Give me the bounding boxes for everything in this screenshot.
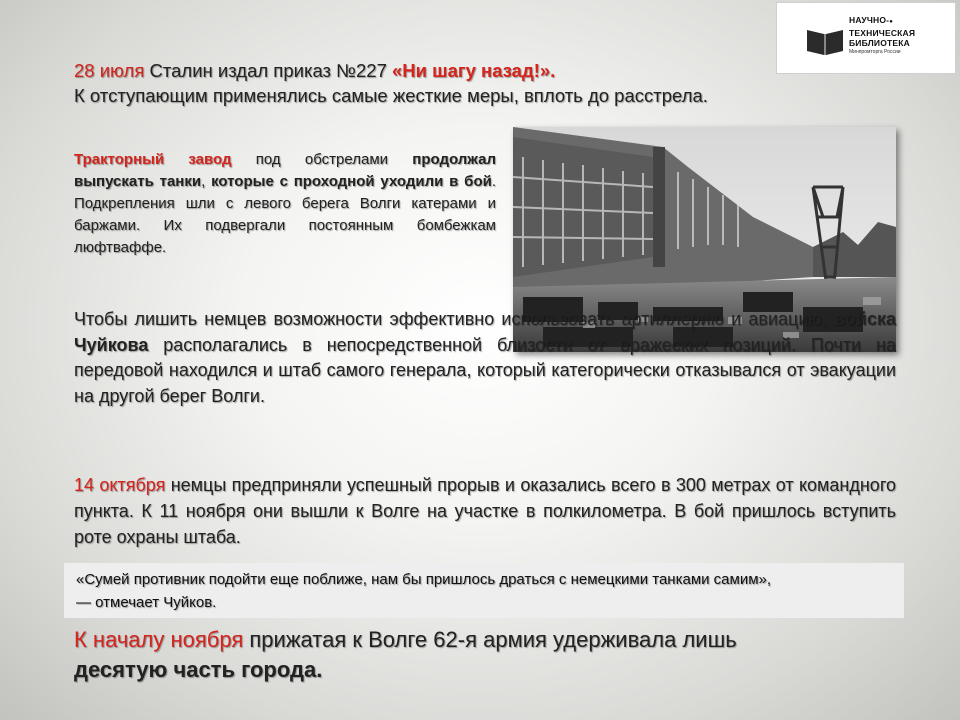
logo-line1: НАУЧНО-	[849, 15, 890, 25]
tanks-highlight: продолжал выпускать танки	[74, 151, 496, 190]
para1-text-b: . Подкрепления шли с левого берега Волги катерами и баржами. Их подвергали постоянным бомбежкам люфтваффе.	[74, 173, 496, 256]
final-statement	[74, 625, 904, 685]
november-highlight: К началу ноября	[74, 627, 244, 652]
logo-line3: БИБЛИОТЕКА	[849, 38, 910, 48]
quote-line2: — отмечает Чуйков.	[76, 594, 217, 611]
logo-line2: ТЕХНИЧЕСКАЯ	[849, 27, 916, 38]
para2-text-a: Чтобы лишить немцев возможности эффективно использовать артиллерию и авиацию,	[74, 309, 835, 329]
para3-text: немцы предприняли успешный прорыв и оказались всего в 300 метрах от командного пункта. К 11 ноября они вышли к Волге на участке в полкилометра. В бой пришлось вступить роте охраны штаба.	[74, 475, 896, 547]
final-text: прижатая к Волге 62-я армия удерживала лишь	[243, 627, 737, 652]
logo-text: НАУЧНО-● ТЕХНИЧЕСКАЯ БИБЛИОТЕКА Минпромторга России	[849, 15, 916, 55]
battle-highlight: которые с проходной уходили в бой	[211, 173, 492, 190]
paragraph-tractor-plant	[74, 149, 496, 259]
book-icon	[805, 26, 845, 56]
tenth-of-city-highlight: десятую часть города.	[74, 657, 323, 682]
chuikov-troops-highlight: войска Чуйкова	[74, 309, 896, 355]
tractor-plant-highlight: Тракторный завод	[74, 151, 232, 168]
october-date-highlight: 14 октября	[74, 475, 166, 495]
paragraph-october-breakthrough	[74, 472, 896, 550]
para1-text-a: под обстрелами	[231, 151, 413, 168]
header-order: «Ни шагу назад!».	[392, 60, 556, 81]
slide-header	[74, 58, 894, 108]
para1-comma: ,	[201, 173, 212, 190]
quote-line1: «Сумей противник подойти еще поближе, нам бы пришлось драться с немецкими танками самим»,	[76, 571, 772, 588]
para2-text-b: располагались в непосредственной близости от вражеских позиций. Почти на передовой находился и штаб самого генерала, который категорически отказывался от эвакуации на другой берег Волги.	[74, 334, 896, 406]
chuikov-quote-box	[64, 563, 904, 618]
header-line2: К отступающим применялись самые жесткие меры, вплоть до расстрела.	[74, 85, 708, 106]
paragraph-chuikov-troops	[74, 307, 896, 409]
header-text: Сталин издал приказ №227	[144, 60, 393, 81]
header-date: 28 июля	[74, 60, 145, 81]
logo-subtitle: Минпромторга России	[849, 48, 901, 55]
